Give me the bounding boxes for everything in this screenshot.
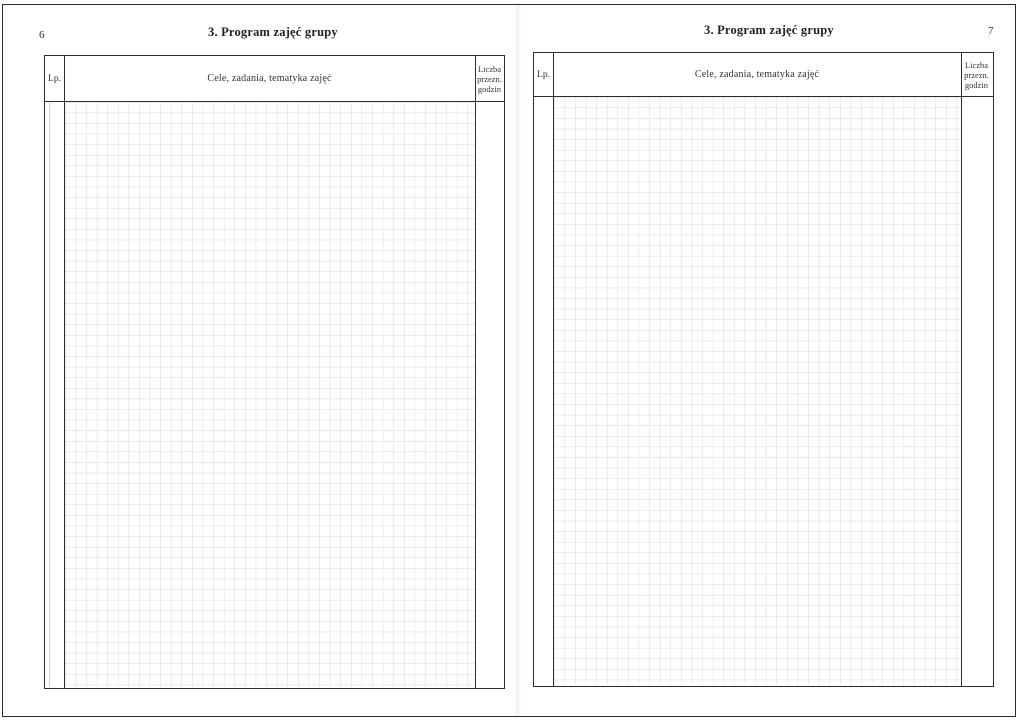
page-title: 3. Program zajęć grupy (704, 23, 834, 37)
page-title: 3. Program zajęć grupy (208, 25, 338, 39)
column-header-hours-line: Liczba (964, 59, 989, 70)
column-header-hours (475, 56, 504, 101)
column-divider (64, 56, 65, 688)
column-divider (553, 53, 554, 686)
column-header-hours-line: Liczba (477, 63, 502, 74)
column-header-topic: Cele, zadania, tematyka zajęć (207, 73, 332, 84)
program-table (44, 55, 505, 689)
lp-column-guide (49, 102, 50, 687)
table-header-row (534, 53, 993, 97)
left-page (3, 5, 514, 716)
page-number: 7 (988, 25, 994, 37)
column-header-hours (961, 53, 992, 96)
book-gutter (514, 5, 522, 716)
column-divider (961, 53, 962, 686)
squared-writing-area (554, 97, 961, 685)
table-header-row (45, 56, 504, 102)
right-page (522, 5, 1015, 716)
notebook-spread (2, 4, 1016, 717)
column-header-hours-line: godzin (964, 79, 989, 90)
page-number: 6 (39, 29, 45, 41)
column-header-topic: Cele, zadania, tematyka zajęć (694, 69, 820, 80)
column-header-hours-line: godzin (477, 83, 502, 94)
column-header-hours-line: przezn. (477, 73, 502, 84)
column-header-lp: Lp. (537, 69, 550, 80)
column-header-hours-line: przezn. (964, 69, 989, 80)
column-header-lp: Lp. (48, 73, 61, 84)
squared-writing-area (65, 102, 475, 687)
column-divider (475, 56, 476, 688)
program-table (533, 52, 994, 687)
